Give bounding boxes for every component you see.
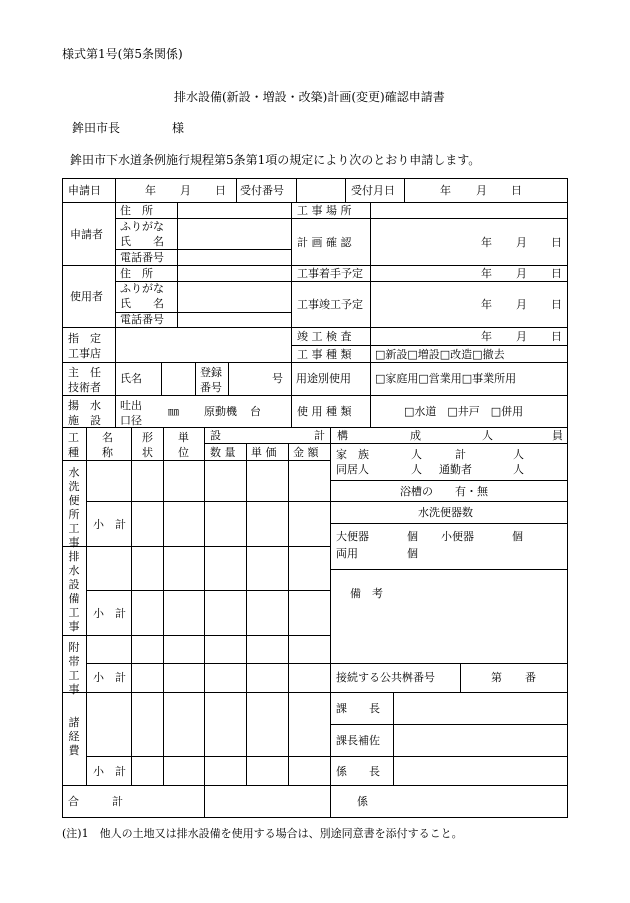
public-basin-number-label: 接続する公共桝番号: [336, 671, 435, 684]
usage-options[interactable]: □家庭用□営業用□事業所用: [375, 372, 517, 385]
application-date-label: 申請日: [68, 184, 101, 197]
usage-label: 用途別使用: [296, 372, 351, 385]
receipt-date-label: 受付月日: [351, 184, 395, 197]
user-address-label: 住 所: [120, 267, 153, 280]
motor-units: 台: [250, 405, 261, 418]
cohabitant-label: 同居人: [336, 463, 369, 476]
plan-confirm-label: 計 画 確 認: [297, 236, 352, 249]
start-date-day[interactable]: 日: [551, 267, 562, 280]
motor-label: 原動機: [204, 405, 237, 418]
completion-inspection-label: 竣 工 検 査: [297, 330, 352, 343]
staff-label: 係: [357, 795, 368, 808]
inspection-month[interactable]: 月: [516, 330, 527, 343]
intro-statement: 鉾田市下水道条例施行規程第5条第1項の規定により次のとおり申請します。: [70, 153, 481, 167]
designated-contractor-label: 指 定 工事店: [68, 332, 101, 360]
total-label: 計: [455, 448, 466, 461]
plan-confirm-month[interactable]: 月: [516, 236, 527, 249]
user-phone-label: 電話番号: [120, 313, 164, 326]
grand-total-label: 合 計: [68, 795, 123, 808]
composition-header-nin: 人: [482, 429, 493, 442]
drainage-subtotal: 小 計: [93, 607, 126, 620]
quantity-header: 数 量: [210, 446, 236, 459]
family-person-unit[interactable]: 人: [411, 448, 422, 461]
registration-number-suffix: 号: [272, 372, 283, 385]
staff-chief-label: 係 長: [336, 765, 380, 778]
koushu-header: 工 種: [68, 431, 79, 459]
chief-engineer-label: 主 任 技術者: [68, 366, 101, 394]
overhead-label: 諸経費: [68, 716, 80, 757]
composition-header-kou: 構: [337, 429, 348, 442]
applicant-furigana-label: ふりがな: [120, 220, 164, 233]
overhead-subtotal: 小 計: [93, 765, 126, 778]
finish-date-year[interactable]: 年: [481, 298, 492, 311]
footnote: (注)1 他人の土地又は排水設備を使用する場合は、別途同意書を添付すること。: [62, 827, 463, 840]
finish-date-month[interactable]: 月: [516, 298, 527, 311]
outlet-diameter-label: 吐出 口径: [120, 399, 142, 427]
receipt-date-year[interactable]: 年: [440, 184, 451, 197]
remarks-label: 備 考: [350, 587, 383, 600]
inspection-day[interactable]: 日: [551, 330, 562, 343]
flush-toilet-work-label: 水洗便所工事: [68, 466, 80, 549]
bathtub-presence[interactable]: 浴槽の 有・無: [400, 485, 488, 498]
receipt-date-month[interactable]: 月: [476, 184, 487, 197]
mm-unit: ㎜: [168, 405, 179, 418]
finish-date-day[interactable]: 日: [551, 298, 562, 311]
composition-header-in: 員: [552, 429, 563, 442]
plan-confirm-day[interactable]: 日: [551, 236, 562, 249]
application-date-month[interactable]: 月: [180, 184, 191, 197]
incidental-subtotal: 小 計: [93, 671, 126, 684]
application-date-day[interactable]: 日: [215, 184, 226, 197]
application-date-year[interactable]: 年: [145, 184, 156, 197]
large-toilet-label: 大便器: [336, 530, 369, 543]
flush-toilet-count-label: 水洗便器数: [418, 506, 473, 519]
user-name-label: 氏 名: [120, 297, 164, 310]
inspection-year[interactable]: 年: [481, 330, 492, 343]
composition-header-sei: 成: [410, 429, 421, 442]
commuter-label: 通勤者: [439, 463, 472, 476]
chief-engineer-name-label: 氏名: [120, 372, 142, 385]
start-date-year[interactable]: 年: [481, 267, 492, 280]
public-basin-dai: 第: [491, 671, 502, 684]
receipt-date-day[interactable]: 日: [511, 184, 522, 197]
addressee-sama: 様: [172, 121, 185, 135]
section-chief-label: 課 長: [336, 702, 380, 715]
incidental-work-label: 附帯工事: [68, 641, 80, 696]
assistant-chief-label: 課長補佐: [336, 734, 380, 747]
applicant-phone-label: 電話番号: [120, 251, 164, 264]
unit-price-header: 単 価: [251, 446, 277, 459]
use-type-label: 使 用 種 類: [297, 405, 352, 418]
sekkei-header: 設: [210, 429, 221, 442]
pump-facility-label: 揚 水 施 設: [68, 399, 101, 427]
start-date-month[interactable]: 月: [516, 267, 527, 280]
dual-use-unit[interactable]: 個: [407, 547, 418, 560]
public-basin-ban: 番: [525, 671, 536, 684]
total-person-unit[interactable]: 人: [513, 448, 524, 461]
commuter-person-unit[interactable]: 人: [513, 463, 524, 476]
dual-use-label: 両用: [336, 547, 358, 560]
cohabitant-person-unit[interactable]: 人: [411, 463, 422, 476]
addressee-mayor: 鉾田市長: [72, 121, 121, 135]
tani-header: 単 位: [178, 431, 189, 459]
small-toilet-unit[interactable]: 個: [512, 530, 523, 543]
plan-confirm-year[interactable]: 年: [481, 236, 492, 249]
registration-number-label: 登録 番号: [200, 366, 222, 394]
user-label: 使用者: [70, 290, 103, 303]
small-toilet-label: 小便器: [441, 530, 474, 543]
flush-toilet-subtotal: 小 計: [93, 518, 126, 531]
user-furigana-label: ふりがな: [120, 282, 164, 295]
applicant-name-label: 氏 名: [120, 235, 164, 248]
applicant-address-label: 住 所: [120, 204, 153, 217]
kei-header: 計: [314, 429, 325, 442]
meishou-header: 名 称: [102, 431, 113, 459]
family-label: 家 族: [336, 448, 369, 461]
form-number: 様式第1号(第5条関係): [62, 47, 183, 61]
large-toilet-unit[interactable]: 個: [407, 530, 418, 543]
applicant-label: 申請者: [70, 228, 103, 241]
form-title: 排水設備(新設・増設・改築)計画(変更)確認申請書: [174, 90, 445, 104]
use-type-options[interactable]: □水道 □井戸 □併用: [404, 405, 524, 418]
work-type-options[interactable]: □新設□増設□改造□撤去: [375, 348, 505, 361]
start-date-label: 工事着手予定: [297, 267, 363, 280]
receipt-number-label: 受付番号: [240, 184, 284, 197]
work-site-label: 工 事 場 所: [297, 204, 352, 217]
drainage-work-label: 排水設備工事: [68, 550, 80, 633]
amount-header: 金 額: [293, 446, 319, 459]
work-type-label: 工 事 種 類: [297, 348, 352, 361]
keijou-header: 形 状: [142, 431, 153, 459]
finish-date-label: 工事竣工予定: [297, 298, 363, 311]
